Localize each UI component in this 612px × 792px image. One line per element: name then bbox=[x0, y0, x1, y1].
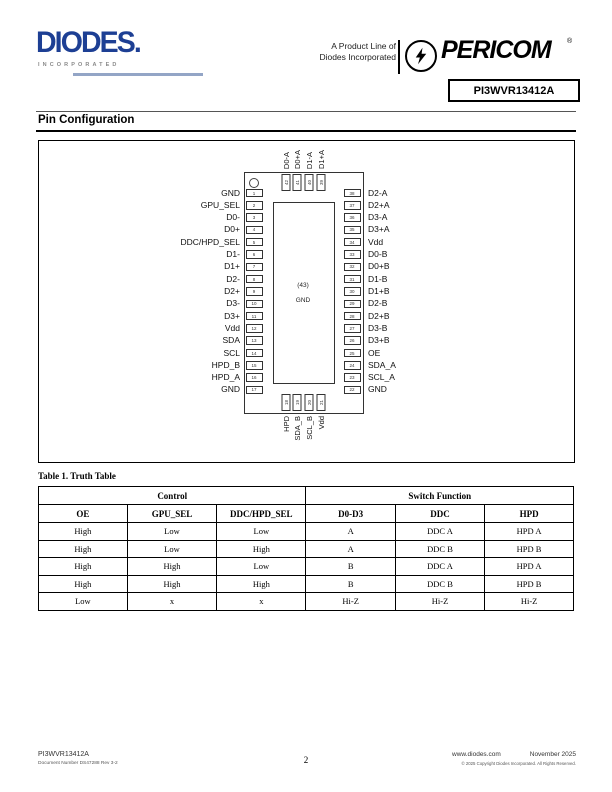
truth-table-cell: Low bbox=[127, 523, 216, 541]
pin-label-right: D2-A bbox=[368, 187, 388, 198]
footer-page-number: 2 bbox=[303, 755, 309, 765]
page-section-title: Pin Configuration bbox=[38, 114, 135, 126]
truth-table-cell: High bbox=[217, 575, 306, 593]
pin-box-left: 14 bbox=[246, 349, 263, 358]
truth-table-cell: High bbox=[39, 523, 128, 541]
diodes-logo-bar bbox=[73, 73, 203, 76]
truth-table-cell: B bbox=[306, 575, 395, 593]
table-group-header-row bbox=[39, 487, 574, 505]
pin-label-left: HPD_A bbox=[211, 372, 240, 383]
pin-label-right: D2+B bbox=[368, 310, 390, 321]
pin-box-left: 15 bbox=[246, 361, 263, 370]
pin-label-top: D0+A bbox=[293, 150, 303, 169]
pin-label-right: D2+A bbox=[368, 199, 390, 210]
pin-label-bottom: Vdd bbox=[316, 416, 326, 430]
truth-table-cell: B bbox=[306, 558, 395, 576]
table-row bbox=[39, 558, 574, 576]
header-divider bbox=[398, 40, 400, 74]
exposed-pad-number: (43) bbox=[297, 282, 309, 289]
pin-label-right: GND bbox=[368, 384, 387, 395]
pin-box-right: 23 bbox=[344, 373, 361, 382]
pin-box-left: 16 bbox=[246, 373, 263, 382]
pin-box-bottom: 21 bbox=[317, 394, 326, 411]
diodes-logo-subtext: INCORPORATED bbox=[38, 62, 120, 68]
footer-website: www.diodes.com bbox=[452, 751, 501, 758]
table-row bbox=[39, 523, 574, 541]
pin-label-right: D0+B bbox=[368, 261, 390, 272]
pin-label-bottom: SDA_B bbox=[293, 416, 303, 441]
pin-box-right: 32 bbox=[344, 263, 361, 272]
pin1-indicator bbox=[249, 178, 259, 188]
pin-label-bottom: SCL_B bbox=[304, 416, 314, 440]
pin-label-left: GND bbox=[221, 187, 240, 198]
truth-table-cell: DDC A bbox=[395, 523, 484, 541]
pin-label-left: HPD_B bbox=[211, 359, 240, 370]
truth-table-cell: Hi-Z bbox=[306, 593, 395, 611]
table-title: Table 1. Truth Table bbox=[38, 471, 116, 481]
pin-box-right: 27 bbox=[344, 324, 361, 333]
pin-label-left: D0- bbox=[226, 212, 240, 223]
truth-table-cell: DDC B bbox=[395, 575, 484, 593]
truth-table-cell: High bbox=[127, 558, 216, 576]
pin-label-right: D3+A bbox=[368, 224, 390, 235]
truth-table-cell: DDC B bbox=[395, 540, 484, 558]
pin-box-left: 3 bbox=[246, 213, 263, 222]
pin-box-left: 4 bbox=[246, 226, 263, 235]
truth-table-cell: HPD A bbox=[485, 523, 574, 541]
pin-box-bottom: 19 bbox=[293, 394, 302, 411]
pin-label-left: D3- bbox=[226, 298, 240, 309]
pin-box-right: 29 bbox=[344, 300, 361, 309]
pin-box-left: 9 bbox=[246, 287, 263, 296]
col-header-oe: OE bbox=[39, 505, 128, 523]
pin-label-right: D2-B bbox=[368, 298, 388, 309]
truth-table-cell: x bbox=[217, 593, 306, 611]
pin-label-top: D1-A bbox=[304, 151, 314, 169]
table-column-header-row bbox=[39, 505, 574, 523]
diodes-logo-text: DIODES. bbox=[36, 26, 140, 59]
pin-box-left: 7 bbox=[246, 263, 263, 272]
pin-box-left: 5 bbox=[246, 238, 263, 247]
pin-box-right: 37 bbox=[344, 201, 361, 210]
truth-table-cell: HPD B bbox=[485, 575, 574, 593]
pin-box-right: 22 bbox=[344, 386, 361, 395]
footer-document-number: Document Number DS47288 Rev 3-2 bbox=[38, 761, 118, 766]
pin-box-right: 31 bbox=[344, 275, 361, 284]
pin-box-right: 24 bbox=[344, 361, 361, 370]
truth-table-cell: High bbox=[217, 540, 306, 558]
pin-label-left: DDC/HPD_SEL bbox=[180, 236, 240, 247]
pin-label-left: D2- bbox=[226, 273, 240, 284]
pin-label-left: D3+ bbox=[224, 310, 240, 321]
truth-table-cell: High bbox=[127, 575, 216, 593]
pin-label-left: SCL bbox=[223, 347, 240, 358]
pin-label-right: D3-B bbox=[368, 322, 388, 333]
truth-table-cell: Hi-Z bbox=[395, 593, 484, 611]
pin-box-bottom: 18 bbox=[282, 394, 291, 411]
exposed-pad-label: GND bbox=[295, 297, 311, 304]
truth-table-cell: x bbox=[127, 593, 216, 611]
pin-label-right: Vdd bbox=[368, 236, 384, 247]
pin-label-left: GPU_SEL bbox=[200, 199, 240, 210]
truth-table-cell: Low bbox=[39, 593, 128, 611]
pin-label-right: OE bbox=[368, 347, 381, 358]
truth-table-cell: Low bbox=[217, 523, 306, 541]
pin-label-left: D0+ bbox=[224, 224, 240, 235]
table-row bbox=[39, 593, 574, 611]
pin-box-left: 10 bbox=[246, 300, 263, 309]
pin-label-bottom: HPD bbox=[281, 416, 291, 432]
pin-box-right: 28 bbox=[344, 312, 361, 321]
diodes-logo bbox=[36, 26, 170, 84]
truth-table-cell: Low bbox=[217, 558, 306, 576]
pin-box-top: 42 bbox=[282, 174, 291, 191]
pin-label-right: D1+B bbox=[368, 285, 390, 296]
pin-label-right: SDA_A bbox=[368, 359, 396, 370]
pin-box-right: 38 bbox=[344, 189, 361, 198]
pin-label-right: D0-B bbox=[368, 249, 388, 260]
truth-table-cell: Low bbox=[127, 540, 216, 558]
heading-rule-bottom bbox=[36, 130, 576, 132]
pin-box-left: 17 bbox=[246, 386, 263, 395]
group-header-control: Control bbox=[39, 487, 306, 505]
pin-label-right: SCL_A bbox=[368, 372, 395, 383]
pericom-bolt-icon bbox=[405, 40, 437, 72]
pin-box-right: 30 bbox=[344, 287, 361, 296]
part-number-box: PI3WVR13412A bbox=[448, 79, 580, 102]
col-header-hpd: HPD bbox=[485, 505, 574, 523]
pin-box-top: 39 bbox=[317, 174, 326, 191]
pin-box-right: 25 bbox=[344, 349, 361, 358]
exposed-pad-outline bbox=[273, 202, 335, 384]
pin-box-left: 2 bbox=[246, 201, 263, 210]
registered-mark: ® bbox=[567, 38, 573, 45]
pin-label-top: D1+A bbox=[316, 150, 326, 169]
truth-table-cell: Hi-Z bbox=[485, 593, 574, 611]
pin-label-left: D1+ bbox=[224, 261, 240, 272]
truth-table-cell: A bbox=[306, 540, 395, 558]
pin-label-right: D3+B bbox=[368, 335, 390, 346]
truth-table bbox=[38, 486, 574, 611]
truth-table-cell: High bbox=[39, 540, 128, 558]
pin-label-left: GND bbox=[221, 384, 240, 395]
table-row bbox=[39, 540, 574, 558]
pin-label-right: D3-A bbox=[368, 212, 388, 223]
product-line-line1: A Product Line of bbox=[331, 41, 396, 51]
pin-label-right: D1-B bbox=[368, 273, 388, 284]
pericom-logo-text: PERICOM bbox=[441, 36, 551, 64]
group-header-switch-function: Switch Function bbox=[306, 487, 574, 505]
pin-label-left: D1- bbox=[226, 249, 240, 260]
col-header-gpu-sel: GPU_SEL bbox=[127, 505, 216, 523]
heading-rule-top bbox=[36, 111, 576, 112]
pin-box-left: 6 bbox=[246, 250, 263, 259]
truth-table-cell: High bbox=[39, 558, 128, 576]
pin-box-bottom: 20 bbox=[305, 394, 314, 411]
truth-table-cell: A bbox=[306, 523, 395, 541]
footer-date: November 2025 bbox=[529, 751, 576, 758]
pin-box-left: 11 bbox=[246, 312, 263, 321]
product-line-text bbox=[276, 41, 396, 62]
pin-label-left: SDA bbox=[222, 335, 240, 346]
pin-box-top: 41 bbox=[293, 174, 302, 191]
pin-box-right: 26 bbox=[344, 336, 361, 345]
pin-box-left: 12 bbox=[246, 324, 263, 333]
footer-right-block bbox=[452, 751, 576, 758]
pin-label-left: Vdd bbox=[224, 322, 240, 333]
pin-label-top: D0-A bbox=[281, 151, 291, 169]
col-header-ddc: DDC bbox=[395, 505, 484, 523]
pin-box-left: 1 bbox=[246, 189, 263, 198]
pin-box-right: 36 bbox=[344, 213, 361, 222]
pin-box-top: 40 bbox=[305, 174, 314, 191]
truth-table-cell: HPD A bbox=[485, 558, 574, 576]
truth-table-cell: HPD B bbox=[485, 540, 574, 558]
pin-box-right: 34 bbox=[344, 238, 361, 247]
pin-box-left: 8 bbox=[246, 275, 263, 284]
footer-copyright: © 2025 Copyright Diodes Incorporated. All Rights Reserved. bbox=[461, 761, 576, 766]
col-header-d0-d3: D0-D3 bbox=[306, 505, 395, 523]
pin-box-left: 13 bbox=[246, 336, 263, 345]
footer-part-number: PI3WVR13412A bbox=[38, 751, 89, 758]
pin-box-right: 33 bbox=[344, 250, 361, 259]
product-line-line2: Diodes Incorporated bbox=[319, 51, 396, 62]
pin-label-left: D2+ bbox=[224, 285, 240, 296]
table-row bbox=[39, 575, 574, 593]
col-header-ddc-hpd-sel: DDC/HPD_SEL bbox=[217, 505, 306, 523]
truth-table-cell: DDC A bbox=[395, 558, 484, 576]
truth-table-cell: High bbox=[39, 575, 128, 593]
pin-box-right: 35 bbox=[344, 226, 361, 235]
